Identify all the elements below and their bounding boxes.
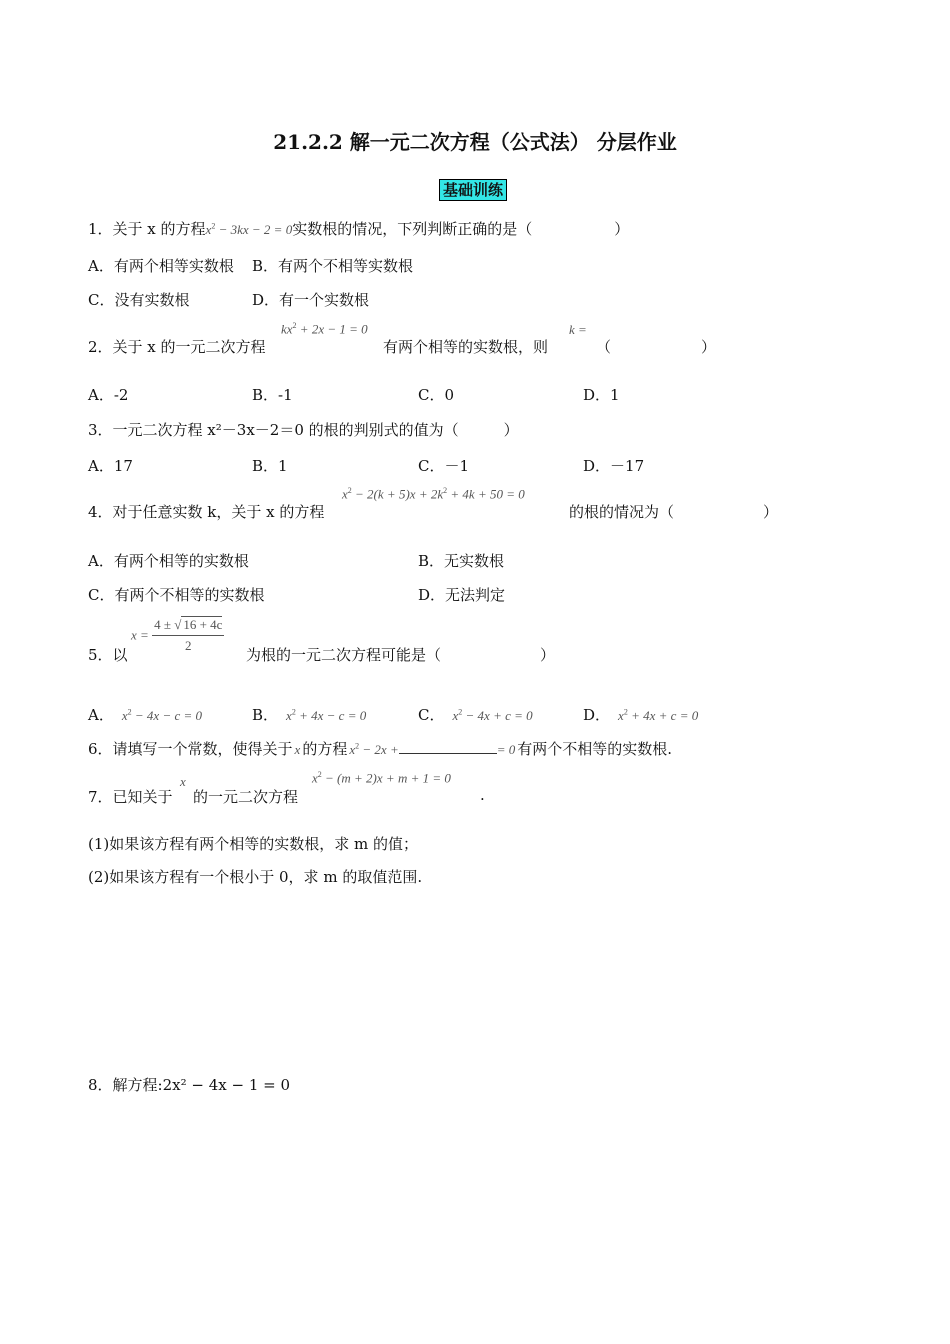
q3-option-d: D．－17 bbox=[583, 457, 645, 475]
q2-stem-b: 有两个相等的实数根，则 bbox=[383, 338, 549, 356]
q1-option-b: B．有两个不相等实数根 bbox=[252, 257, 414, 275]
q3-option-c: C．－1 bbox=[418, 457, 470, 475]
q5-denominator: 2 bbox=[185, 638, 192, 653]
q7-sub-1: (1)如果该方程有两个相等的实数根，求 m 的值； bbox=[88, 835, 419, 853]
q4-option-b: B．无实数根 bbox=[418, 552, 505, 570]
q4-option-c: C．有两个不相等的实数根 bbox=[88, 586, 265, 604]
question-6: 6．请填写一个常数，使得关于 x 的方程 $x^2 - 2x$ + = 0 有两个不相等的实数根. bbox=[88, 740, 673, 758]
question-8: 8．解方程:2x² − 4x − 1 = 0 bbox=[88, 1076, 291, 1094]
q2-option-d: D．1 bbox=[583, 386, 620, 404]
q2-stem-a: 2．关于 x 的一元二次方程 bbox=[88, 338, 266, 356]
q4-option-a: A．有两个相等的实数根 bbox=[88, 552, 249, 570]
q3-option-a: A．17 bbox=[88, 457, 133, 475]
q1-paren-close: ） bbox=[614, 220, 630, 238]
q4-stem-b: 的根的情况为（ bbox=[569, 503, 675, 521]
q5-option-c: C． $x^2 - 4x + c = 0$ bbox=[418, 706, 533, 724]
page-title: 21.2.2 解一元二次方程（公式法） 分层作业 bbox=[273, 130, 677, 154]
q5-option-b: B． $x^2 + 4x - c = 0$ bbox=[252, 706, 367, 724]
q7-stem-c: . bbox=[480, 786, 485, 804]
q2-option-c: C．0 bbox=[418, 386, 455, 404]
q1-option-c: C．没有实数根 bbox=[88, 291, 190, 309]
q4-paren-close: ） bbox=[763, 503, 779, 521]
q1-equation: $x^2 - 3kx - 2 = 0$ bbox=[205, 221, 293, 237]
q2-k: k = bbox=[569, 322, 587, 337]
q5-fraction bbox=[152, 617, 224, 654]
q2-option-a: A．-2 bbox=[88, 386, 129, 404]
q6-answer-blank[interactable] bbox=[399, 739, 497, 754]
q2-paren: （ ） bbox=[596, 338, 717, 356]
q5-formula bbox=[131, 617, 224, 654]
question-3: 3．一元二次方程 x²－3x－2＝0 的根的判别式的值为（ ） bbox=[88, 421, 519, 439]
q2-equation: $kx^2 + 2x - 1 = 0$ bbox=[281, 321, 368, 337]
q7-sub-2: (2)如果该方程有一个根小于 0，求 m 的取值范围. bbox=[88, 868, 423, 886]
q5-stem-b: 为根的一元二次方程可能是（ bbox=[246, 646, 442, 664]
q1-option-d: D．有一个实数根 bbox=[252, 291, 370, 309]
section-badge: 基础训练 bbox=[439, 179, 507, 201]
q5-paren-close: ） bbox=[540, 646, 556, 664]
q5-stem-a: 5．以 bbox=[88, 646, 128, 664]
q4-equation: $x^2 - 2(k + 5)x + 2k^2 + 4k + 50 = 0$ bbox=[342, 486, 525, 502]
q4-stem-a: 4．对于任意实数 k，关于 x 的方程 bbox=[88, 503, 325, 521]
q3-option-b: B．1 bbox=[252, 457, 288, 475]
q7-x: x bbox=[180, 774, 186, 789]
q7-stem-b: 的一元二次方程 bbox=[193, 788, 299, 806]
q1-stem-b: 实数根的情况，下列判断正确的是（ bbox=[292, 220, 533, 238]
q7-equation: $x^2 - (m + 2)x + m + 1 = 0$ bbox=[312, 770, 451, 786]
q5-x-eq: x = bbox=[131, 627, 149, 643]
q1-stem-a: 1．关于 x 的方程 bbox=[88, 220, 206, 238]
q5-numerator: 4 ± √ 16 + 4c bbox=[152, 617, 224, 636]
q1-option-a: A．有两个相等实数根 bbox=[88, 257, 234, 275]
q5-option-a: A． $x^2 - 4x - c = 0$ bbox=[88, 706, 203, 724]
question-1 bbox=[88, 218, 629, 239]
q4-option-d: D．无法判定 bbox=[418, 586, 506, 604]
q5-option-d: D． $x^2 + 4x + c = 0$ bbox=[583, 706, 699, 724]
q7-stem-a: 7．已知关于 bbox=[88, 788, 173, 806]
q2-option-b: B．-1 bbox=[252, 386, 293, 404]
